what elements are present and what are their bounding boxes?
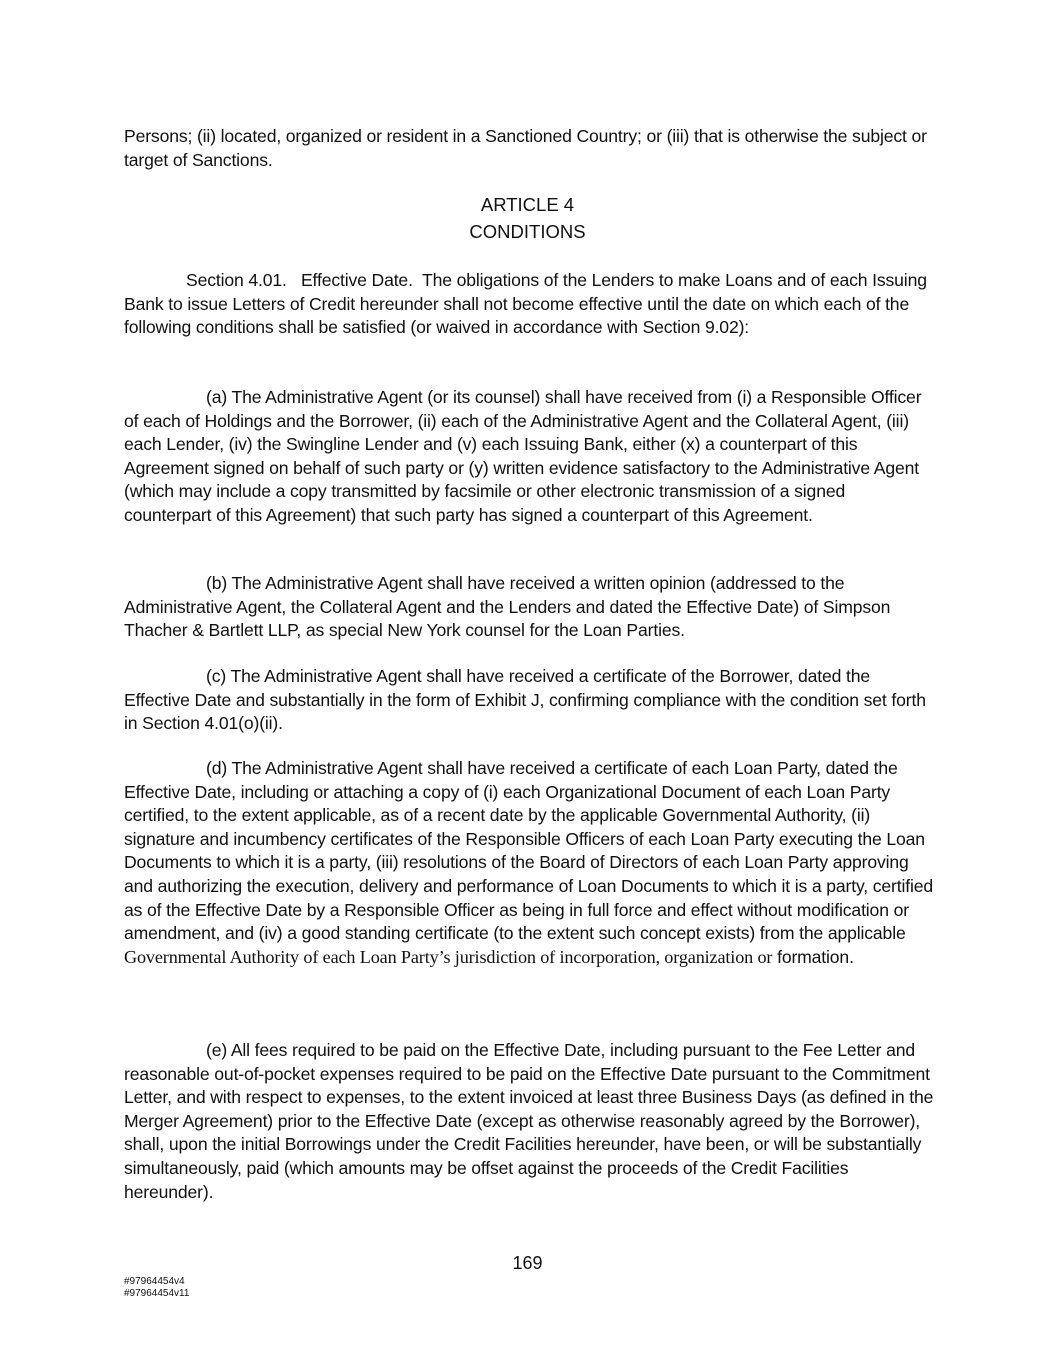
clause-a-paragraph: (a) The Administrative Agent (or its counsel) shall have received from (i) a Responsible Officer of each of Holdings and the Borrower, (ii) each of the Administrative Agent and the Collateral Agent, (iii) each Lender, (iv) the Swingline Lender and (v) each Issuing Bank, either (x) a counterpart of this Agreement signed on behalf of such party or (y) written evidence satisfactory to the Administrative Agent (which may include a copy transmitted by facsimile or other electronic transmission of a signed counterpart of this Agreement) that such party has signed a counterpart of this Agreement.	[124, 387, 922, 525]
article-title: CONDITIONS	[469, 221, 586, 242]
clause-d-paragraph	[124, 757, 934, 969]
section-4-01-paragraph: Section 4.01. Effective Date. The obligations of the Lenders to make Loans and of each Issuing Bank to issue Letters of Credit hereunder shall not become effective until the date on which each of the following conditions shall be satisfied (or waived in accordance with Section 9.02):	[124, 270, 932, 338]
clause-d-end-text: formation.	[777, 946, 854, 967]
clause-e-paragraph: (e) All fees required to be paid on the Effective Date, including pursuant to the Fee Letter and reasonable out-of-pocket expenses required to be paid on the Effective Date pursuant to the Commitment Letter, and with respect to expenses, to the extent invoiced at least three Business Days (as defined in the Merger Agreement) prior to the Effective Date (except as otherwise reasonably agreed by the Borrower), shall, upon the initial Borrowings under the Credit Facilities hereunder, have been, or will be substantially simultaneously, paid (which amounts may be offset against the proceeds of the Credit Facilities hereunder).	[124, 1040, 934, 1202]
page-number: 169	[512, 1253, 543, 1273]
clause-b-paragraph: (b) The Administrative Agent shall have received a written opinion (addressed to the Administrative Agent, the Collateral Agent and the Lenders and dated the Effective Date) of Simpson Thacher & Bartlett LLP, as special New York counsel for the Loan Parties.	[124, 573, 891, 641]
article-number: ARTICLE 4	[480, 194, 575, 215]
clause-c-paragraph: (c) The Administrative Agent shall have received a certificate of the Borrower, dated the Effective Date and substantially in the form of Exhibit J, confirming compliance with the condition set forth in Section 4.01(o)(ii).	[124, 666, 926, 734]
document-id-v11: #97964454v11	[124, 1288, 190, 1299]
clause-d-main-text: (d) The Administrative Agent shall have received a certificate of each Loan Party, dated the Effective Date, including or attaching a copy of (i) each Organizational Document of each Loan Party certified, to the extent applicable, as of a recent date by the applicable Governmental Authority, (ii) signature and incumbency certificates of the Responsible Officers of each Loan Party executing the Loan Documents to which it is a party, (iii) resolutions of the Board of Directors of each Loan Party approving and authorizing the execution, delivery and performance of Loan Documents to which it is a party, certified as of the Effective Date by a Responsible Officer as being in full force and effect without modification or amendment, and (iv) a good standing certificate (to the extent such concept exists) from the applicable	[124, 758, 934, 944]
document-id-v4: #97964454v4	[124, 1276, 185, 1287]
continuation-paragraph: Persons; (ii) located, organized or resident in a Sanctioned Country; or (iii) that is otherwise the subject or target of Sanctions.	[124, 126, 927, 170]
clause-d-serif-text: Governmental Authority of each Loan Party’s jurisdiction of incorporation, organization or	[124, 946, 773, 967]
